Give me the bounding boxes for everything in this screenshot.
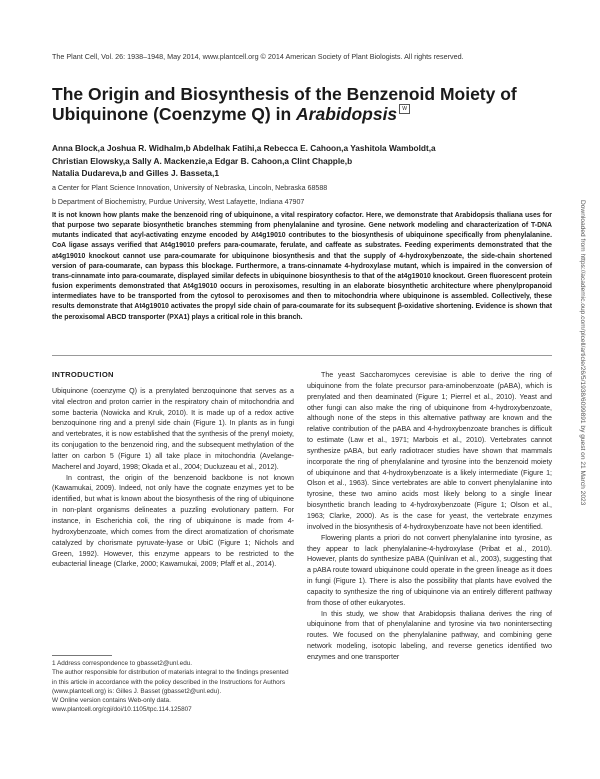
footnote-rule <box>52 655 112 656</box>
author-line: Christian Elowsky,a Sally A. Mackenzie,a Edgar B. Cahoon,a Clint Chapple,b <box>52 155 353 166</box>
affiliations <box>52 182 327 209</box>
footnote-correspondence: 1 Address correspondence to gbasset2@unl.edu. <box>52 660 193 667</box>
author-list <box>52 142 522 180</box>
title-species: Arabidopsis <box>296 104 398 124</box>
footnote-materials: The author responsible for distribution of materials integral to the findings presented in this article in accordance with the policy described in the Instructions for Authors (www.plantcell.org) is: Gilles J. Basset (gbasset2@unl.edu). <box>52 669 289 695</box>
supplemental-data-icon[interactable]: W <box>399 104 410 114</box>
section-divider <box>52 355 552 356</box>
author-line: Anna Block,a Joshua R. Widhalm,b Abdelhak Fatihi,a Rebecca E. Cahoon,a Yashitola Wamboldt,a <box>52 143 436 153</box>
right-column <box>307 370 552 663</box>
download-watermark-text: Downloaded from https://academic.oup.com/plcell/article/26/5/1938/6099891 by guest on 21 March 2023 <box>579 200 586 506</box>
affiliation: b Department of Biochemistry, Purdue University, West Lafayette, Indiana 47907 <box>52 197 305 206</box>
download-watermark <box>574 200 588 600</box>
footnote-doi-link[interactable]: www.plantcell.org/cgi/doi/10.1105/tpc.114.125807 <box>52 706 192 714</box>
paragraph: Flowering plants a priori do not convert phenylalanine into tyrosine, as they appear to lack phenylalanine-4-hydroxylase (Pribat et al., 2010). However, plants do synthesize pABA (Quinlivan et al., 2003), suggesting that a pABA route toward ubiquinone could operate in the green lineage as it does in fungi (Figure 1). There is also the possibility that plants have evolved the capacity to synthesize the ring of ubiquinone via an entirely different pathway from those of other eukaryotes. <box>307 533 552 607</box>
left-column <box>52 370 294 570</box>
abstract <box>52 211 552 323</box>
abstract-text: It is not known how plants make the benzenoid ring of ubiquinone, a vital respiratory cofactor. Here, we demonstrate that Arabidopsis thaliana uses for that purpose two separate biosynthetic branches stemming from phenylalanine and tyrosine. Gene network modeling and characterization of T-DNA mutants indicated that acyl-activating enzyme encoded by At4g19010 contributes to the biosynthesis of ubiquinone specifically from phenylalanine. CoA ligase assays verified that At4g19010 prefers para-coumarate, ferulate, and caffeate as substrates. Feeding experiments demonstrated that the at4g19010 knockout cannot use para-coumarate for ubiquinone biosynthesis and that the supply of 4-hydroxybenzoate, the side-chain shortened version of para-coumarate, can bypass this blockage. Furthermore, a trans-cinnamate 4-hydroxylase mutant, which is impaired in the conversion of trans-cinnamate into para-coumarate, displayed similar defects in ubiquinone biosynthesis to that of the at4g19010 knockout. Green fluorescent protein fusion experiments demonstrated that At4g19010 occurs in peroxisomes, resulting in an elaborate biosynthetic architecture where phenylpropanoid intermediates have to be transported from the cytosol to peroxisomes and then to mitochondria where ubiquinone is assembled. Collectively, these results demonstrate that At4g19010 activates the propyl side chain of para-coumarate for its subsequent β-oxidative shortening. Evidence is shown that the peroxisomal ABCD transporter (PXA1) plays a critical role in this branch. <box>52 212 552 321</box>
paragraph: In contrast, the origin of the benzenoid backbone is not known (Kawamukai, 2009). Indeed, not only have the cognate enzymes yet to be identified, but what is known about the biosynthesis of the ring of ubiquinone in non-plant organisms delineates a puzzling evolutionary pattern. For instance, in Escherichia coli, the ring of ubiquinone is made from 4-hydroxybenzoate, which comes from the direct aromatization of chorismate catalyzed by chorismate pyruvate-lyase or UbiC (Figure 1; Nichols and Green, 1992). However, this enzyme appears to be restricted to the eubacterial lineage (Clarke, 2000; Kawamukai, 2009; Pfaff et al., 2014). <box>52 473 294 569</box>
title-line-2: Ubiquinone (Coenzyme Q) in <box>52 104 297 124</box>
article-title <box>52 84 552 124</box>
footnotes <box>52 655 294 715</box>
author-line: Natalia Dudareva,b and Gilles J. Basseta,1 <box>52 168 219 178</box>
paragraph: The yeast Saccharomyces cerevisiae is able to derive the ring of ubiquinone from the folate precursor para-aminobenzoate (pABA), which is prenylated and then deaminated (Figure 1; Pierrel et al., 2010). Yeast and other fungi can also make the ring of ubiquinone from 4-hydroxybenzoate, although none of the steps in this alternative pathway are known and the relative contribution of the pABA and 4-hydroxybenzoate branches is difficult to estimate (Law et al., 1971; Marbois et al., 2010). Vertebrates cannot synthesize pABA, but early radiotracer studies have shown that mammals incorporate the ring of phenylalanine and tyrosine into the benzenoid moiety of ubiquinone and that 4-hydroxybenzoate is a likely intermediate (Figure 1; Olson et al., 1963). Since vertebrates are able to convert phenylalanine into tyrosine, these two amino acids most likely belong to a single linear biosynthetic branch leading to 4-hydroxybenzoate (Figure 1; Olson et al., 1963; Clarke, 2000). As is the case for yeast, the vertebrate enzymes involved in the biosynthesis of 4-hydroxybenzoate have not been identified. <box>307 371 552 531</box>
section-heading-introduction: INTRODUCTION <box>52 370 114 379</box>
paragraph: Ubiquinone (coenzyme Q) is a prenylated benzoquinone that serves as a vital electron and proton carrier in the respiratory chain of mitochondria and some bacteria (Nowicka and Kruk, 2010). It is made up of a redox active benzoquinone ring and a prenyl side chain (Figure 1). In plants as in fungi and vertebrates, it is now established that the synthesis of the prenyl moiety, its conjugation to the benzenoid ring, and the subsequent methylation of the latter on carbon 5 (Figure 1) all take place in mitochondria (Avelange-Macherel and Joyard, 1998; Okada et al., 2004; Ducluzeau et al., 2012). <box>52 386 294 471</box>
paragraph: In this study, we show that Arabidopsis thaliana derives the ring of ubiquinone from that of phenylalanine and tyrosine via two nonintersecting routes. We focused on the phenylalanine pathway, and combining gene network modeling, isotopic labeling, and reverse genetics identified two enzymes and one transporter <box>307 609 552 661</box>
affiliation: a Center for Plant Science Innovation, University of Nebraska, Lincoln, Nebraska 68588 <box>52 184 328 192</box>
journal-header: The Plant Cell, Vol. 26: 1938–1948, May 2014, www.plantcell.org © 2014 American Society of Plant Biologists. All rights reserved. <box>52 52 464 61</box>
title-line-1: The Origin and Biosynthesis of the Benzenoid Moiety of <box>52 84 517 104</box>
footnote-online-data: W Online version contains Web-only data. <box>52 697 171 705</box>
